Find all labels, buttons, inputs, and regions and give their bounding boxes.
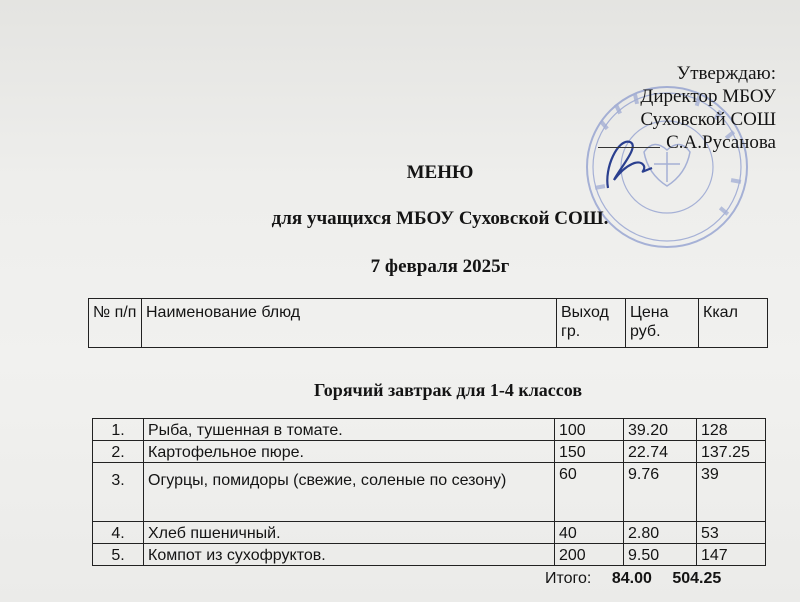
- row-num: 2.: [93, 441, 144, 463]
- header-name: Наименование блюд: [142, 299, 557, 348]
- row-weight: 100: [555, 419, 624, 441]
- total-price: 84.00: [611, 570, 652, 587]
- row-price: 22.74: [624, 441, 697, 463]
- approval-position: Директор МБОУ: [640, 86, 776, 107]
- table-row: [93, 441, 766, 463]
- approval-heading: Утверждаю:: [676, 63, 776, 84]
- table-row: [93, 419, 766, 441]
- table-row: [93, 522, 766, 544]
- row-weight: 150: [555, 441, 624, 463]
- total-kcal: 504.25: [672, 570, 722, 587]
- row-num: 3.: [93, 463, 144, 522]
- row-price: 9.76: [624, 463, 697, 522]
- row-kcal: 147: [697, 544, 766, 566]
- section-title: Горячий завтрак для 1-4 классов: [313, 380, 583, 400]
- signature-line: [598, 147, 660, 148]
- row-weight: 60: [555, 463, 624, 522]
- row-name: Компот из сухофруктов.: [144, 544, 555, 566]
- header-num: № п/п: [89, 299, 142, 348]
- page-subtitle: для учащихся МБОУ Суховской СОШ.: [271, 208, 609, 229]
- row-name: Рыба, тушенная в томате.: [144, 419, 555, 441]
- row-price: 39.20: [624, 419, 697, 441]
- row-name: Огурцы, помидоры (свежие, соленые по сезону): [144, 463, 555, 522]
- row-kcal: 128: [697, 419, 766, 441]
- page-title: МЕНЮ: [406, 162, 474, 183]
- table-row: [93, 463, 766, 522]
- row-num: 5.: [93, 544, 144, 566]
- total-line: [545, 570, 721, 588]
- row-price: 2.80: [624, 522, 697, 544]
- row-kcal: 53: [697, 522, 766, 544]
- table-row: [93, 544, 766, 566]
- row-kcal: 39: [697, 463, 766, 522]
- header-table: [88, 298, 768, 348]
- row-num: 1.: [93, 419, 144, 441]
- row-weight: 40: [555, 522, 624, 544]
- header-kcal: Ккал: [699, 299, 768, 348]
- header-weight: Выход гр.: [557, 299, 626, 348]
- total-label: Итого:: [545, 570, 592, 587]
- row-name: Картофельное пюре.: [144, 441, 555, 463]
- row-weight: 200: [555, 544, 624, 566]
- header-price: Цена руб.: [626, 299, 699, 348]
- approval-school: Суховской СОШ: [640, 109, 776, 130]
- row-name: Хлеб пшеничный.: [144, 522, 555, 544]
- row-price: 9.50: [624, 544, 697, 566]
- menu-table: [92, 418, 766, 566]
- header-row: [89, 299, 768, 348]
- row-kcal: 137.25: [697, 441, 766, 463]
- approval-block: [598, 62, 776, 154]
- menu-date: 7 февраля 2025г: [370, 256, 510, 277]
- row-num: 4.: [93, 522, 144, 544]
- approval-signer: С.А.Русанова: [666, 132, 776, 153]
